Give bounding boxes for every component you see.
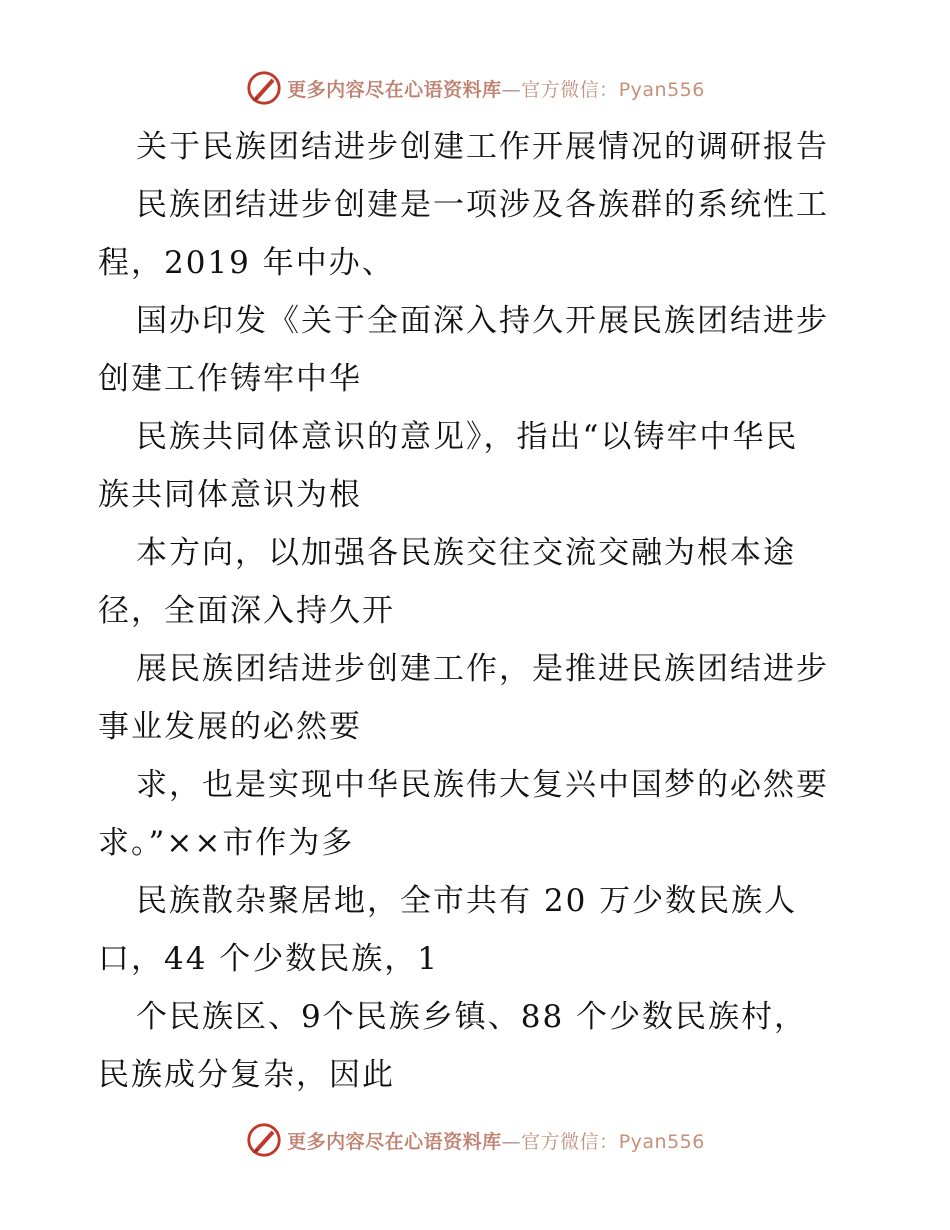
document-line: 径，全面深入持久开	[98, 593, 395, 629]
document-line: 民族共同体意识的意见》，指出“以铸牢中华民	[136, 419, 799, 455]
document-line: 民族散杂聚居地，全市共有 20 万少数民族人	[136, 883, 798, 919]
watermark-text	[287, 75, 705, 102]
document-line: 民族成分复杂，因此	[98, 1057, 395, 1093]
footer-watermark	[0, 1118, 950, 1162]
watermark-dash: —	[501, 1130, 522, 1153]
document-line: 求。”××市作为多	[98, 825, 355, 861]
quill-pen-logo-icon	[245, 69, 283, 107]
watermark-wechat-id: Pyan556	[618, 78, 705, 101]
document-line: 本方向，以加强各民族交往交流交融为根本途	[136, 535, 796, 571]
document-line: 口，44 个少数民族，1	[98, 941, 440, 977]
document-body	[98, 118, 858, 1104]
document-line: 求，也是实现中华民族伟大复兴中国梦的必然要	[136, 767, 829, 803]
document-line: 程，2019 年中办、	[98, 245, 395, 281]
document-line: 展民族团结进步创建工作，是推进民族团结进步	[136, 651, 829, 687]
document-line: 关于民族团结进步创建工作开展情况的调研报告	[136, 129, 829, 165]
watermark-official: 官方微信：	[521, 78, 619, 101]
watermark-brand: 更多内容尽在心语资料库	[287, 1130, 502, 1153]
watermark-text	[287, 1127, 705, 1154]
document-line: 族共同体意识为根	[98, 477, 362, 513]
document-line: 创建工作铸牢中华	[98, 361, 362, 397]
document-line: 国办印发《关于全面深入持久开展民族团结进步	[136, 303, 829, 339]
watermark-wechat-id: Pyan556	[618, 1130, 705, 1153]
watermark-official: 官方微信：	[521, 1130, 619, 1153]
quill-pen-logo-icon	[245, 1121, 283, 1159]
document-line: 个民族区、9个民族乡镇、88 个少数民族村，	[136, 999, 808, 1035]
document-line: 民族团结进步创建是一项涉及各族群的系统性工	[136, 187, 829, 223]
header-watermark	[0, 66, 950, 110]
watermark-brand: 更多内容尽在心语资料库	[287, 78, 502, 101]
document-line: 事业发展的必然要	[98, 709, 362, 745]
watermark-dash: —	[501, 78, 522, 101]
